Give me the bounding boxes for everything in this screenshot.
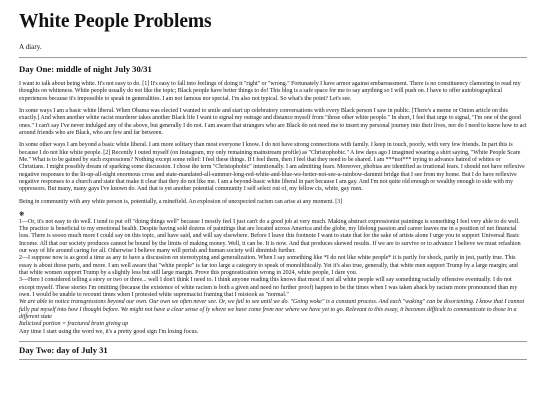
footnote-2: 2—I suppose now is as good a time as any to have a discussion on stereotyping and generalization. When I say something like *I do not like white people* it is partly for shock, partly in jest, partly true. This essay is about those parts, and more. I am well aware that "white people" is far too large a category to speak of monolithically. Yet it's also true, generally, that white men support Trump by a large margin; and that white women support Trump by a slightly less but still large margin. Prove this prognostication wrong in 2024, white people, I dare you. (19, 255, 518, 277)
entry-paragraph: In some other ways I am beyond a basic white liberal. I am more solitary than most everyone I know. I do not have strong connections with family. I keep in touch, poorly, with very few friends. In part this is because I do not like white people. [2] Recently I outed myself (on Instagram, my only remaining mainstream profile) as "Christophobic." A few days ago I imagined wearing a shirt saying, "White People Scare Me." What is to be gained by such expressions? Nothing except some relief: I feel these things. If I feel them, then I feel that they need to be shared. I am ***not*** trying to advance hatred of whites or Christians. I might possibly dream of sparking some discussion. I chose the term "Christophobic" intentionally. I am admitting fears. Moreover, phobias are identified as irrational fears. I should not have reflexive negative responses to the lit-up-all-night enormous cross and state-mandated-all-summer-long-red-white-and-blue-we-better-not-see-a-rainbow-dammit bridge that I see from my home. But I do have reflexive negative responses to a church and state that make it clear that they do not like me. I am a beyond-basic white liberal in part because I am gay. And I'm not quite old enough or wealthy enough to side with my oppressors. But many, many gays I've known do. And that is yet another potential community I self select out of, my fellow cis, white, gay men. (19, 142, 525, 193)
entry-paragraph: I want to talk about being white. It's not easy to do. [1] It's easy to fall into feelings of doing it "right" or "wrong." Fortunately I have armor against embarrassment. There is no constituency clamoring to read my thoughts on whiteness. White people usually do not like the topic; Black people have better things to do! This blog is a safe space for me to say anything so I will push on. I have to offer autobiographical experiences because it's impossible to speak in generalities. I am not famous nor special. I'm also not typical. So what's the point? Let's see. (19, 81, 521, 102)
entry-heading[interactable]: Day One: middle of night July 30/31 (19, 64, 152, 74)
entry-divider-bottom (19, 359, 527, 360)
entry-day-one (19, 64, 527, 336)
footnote-italic-text: We are able to notice transgressions beyond our own. Our own we often never see. Or, we fail to see until we do. "Going woke" is a constant process. And each "waking" can be disorienting. I know that I cannot fully put myself into how I thought before. We might not have a clear sense of ly where we have come from nor where we have yet to go. Relevant to this essay, it becomes difficult to communicate to those in a different state (19, 299, 525, 321)
italic-caption: Italicized portion = fractured brain giving up (19, 321, 129, 328)
footnote-3: 3—Here I considered telling a story or two or three... well I don't think I need to. I think anyone reading this knows that most if not all white people will say something racially offensive eventually. I do not except myself. These stories I'm omitting (because the existence of white racism is both a given and need no further proof) happen to be the times when I was taken aback by racism more pronounced than my own. I would be unable to recount times when I protested white supremacist framing that I mistook as "normal." (19, 277, 518, 299)
section-separator-icon: ❋ (19, 211, 25, 219)
header-divider (19, 57, 527, 58)
entry-heading-day-two[interactable]: Day Two: day of July 31 (19, 345, 108, 356)
blog-title[interactable]: White People Problems (19, 11, 212, 32)
blog-tagline: A diary. (19, 43, 42, 51)
entry-divider (19, 341, 527, 342)
entry-paragraph: Being in community with any white person is, potentially, a minefield. An explosion of unexpected racism can arise at any moment. [3] (19, 198, 343, 205)
blog-page (19, 0, 527, 360)
footnote-1: 1—Or, it's not easy to do well. I tend to put off "doing things well" because I mostly feel I just can't do a good job at very much. Making abstract expressionist paintings is something I feel very able to do well. The practice is beneficial to my emotional health. Despite having sold dozens of paintings that are located across America and the globe, my lifelong passion and career leaves me in a position of net financial loss. There is soooo much more I could say on this topic, and have said, and will say elsewhere. Before I leave this footnote I want to state that for the sake of artists alone I urge you to support Universal Basic Income. All that our society produces cannot be bound by the limits of making money. Well, it can be. It is now. And that produces skewed results. If we are to survive or to advance I believe we must refashion our way of life around caring for all. Otherwise I believe many will perish and human society will diminish further. (19, 218, 521, 255)
entry-paragraph: In some ways I am a basic white liberal. When Obama was elected I wanted to smile and start up celebratory conversations with every Black person I saw in public. [There's a meme or Onion article on this exactly.] And when another white racist murderer takes another Black life I want to signal my outrage and distance myself from "those other white people." In short, I feel that urge to signal, "I'm one of the good ones." I can't say I've never indulged any of the above, but generally I do not. I am aware that strangers who are Black do not need me to insert my personal journey into their lives, nor do I need to know how to act around friends who are Black, who are few and far between. (19, 108, 527, 137)
closing-line: Any time I start using the word we, it's a pretty good sign I'm losing focus. (19, 328, 199, 335)
